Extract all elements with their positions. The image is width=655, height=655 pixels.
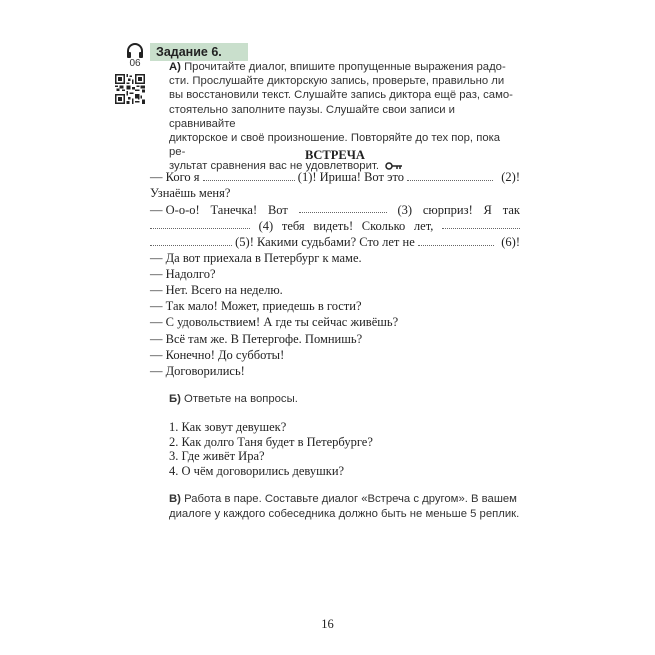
question-list — [169, 420, 373, 478]
page-number: 16 — [321, 617, 334, 631]
dialog-reply: — Да вот приехала в Петербург к маме. — [150, 251, 362, 265]
blank-5[interactable] — [442, 218, 520, 229]
blank-1[interactable] — [203, 170, 295, 181]
blank-4[interactable] — [150, 218, 250, 229]
dialog-body: — Кого я (1)! Ириша! Вот это (2)! Узнаёшь меня? — О-о-о! Танечка! Вот (3) сюрприз! Я так (4) тебя видеть! Сколько лет, (5)! Какими судьбами? Сто лет не (6)! — Да вот приехала в Петербург к маме. — Надолго? — Нет. Всего на неделю. — Так мало! Может, приедешь в гости? — С удовольствием! А где ты сейчас живёшь? — Всё там же. В Петергофе. Помнишь? — Конечно! До субботы! — Договорились! — [150, 170, 520, 378]
dialog-reply: — Конечно! До субботы! — [150, 348, 285, 362]
part-b-marker: Б) — [169, 393, 181, 405]
list-item: 1. Как зовут девушек? — [169, 420, 287, 434]
blank-3[interactable] — [299, 202, 387, 213]
list-item: 4. О чём договорились девушки? — [169, 463, 345, 478]
part-c-instruction: В) Работа в паре. Составьте диалог «Встреча с другом». В вашем диалоге у каждого собеседника должно быть не меньше 5 реплик. — [169, 493, 520, 520]
dialog-reply: — Всё там же. В Петергофе. Помнишь? — [150, 332, 363, 346]
dialog-reply: — Нет. Всего на неделю. — [150, 283, 283, 297]
dialog-reply: — Надолго? — [150, 267, 216, 281]
dialog-reply: — Так мало! Может, приедешь в гости? — [150, 299, 362, 313]
headphones-icon — [126, 43, 144, 59]
dialog-reply: — С удовольствием! А где ты сейчас живёшь? — [150, 315, 399, 329]
part-b-instruction: Б) Ответьте на вопросы. — [169, 393, 298, 405]
part-a-marker: А) — [169, 61, 181, 73]
qr-code-icon[interactable] — [115, 74, 145, 104]
list-item: 3. Где живёт Ира? — [169, 449, 265, 463]
blank-5-cont[interactable] — [150, 235, 232, 246]
part-a-instructions: А) Прочитайте диалог, впишите пропущенные выражения радо- сти. Прослушайте дикторскую запись, проверьте, правильно ли вы восстановили текст. Слушайте запись диктора ещё раз, само- стоятельно заполните паузы. Слушайте свои записи и сравнивайте дикторское и своё произношение. Повторяйте до тех пор, пока ре- зультат сравнения вас не удовлетворит. — [169, 61, 513, 173]
blank-2[interactable] — [407, 170, 493, 181]
dialog-title: ВСТРЕЧА — [305, 148, 365, 162]
dialog-reply: — Договорились! — [150, 364, 245, 378]
task-label: Задание 6. — [150, 43, 248, 61]
blank-6[interactable] — [418, 235, 494, 246]
part-c-marker: В) — [169, 493, 181, 505]
audio-track-number: 06 — [129, 58, 141, 69]
list-item: 2. Как долго Таня будет в Петербурге? — [169, 434, 373, 449]
